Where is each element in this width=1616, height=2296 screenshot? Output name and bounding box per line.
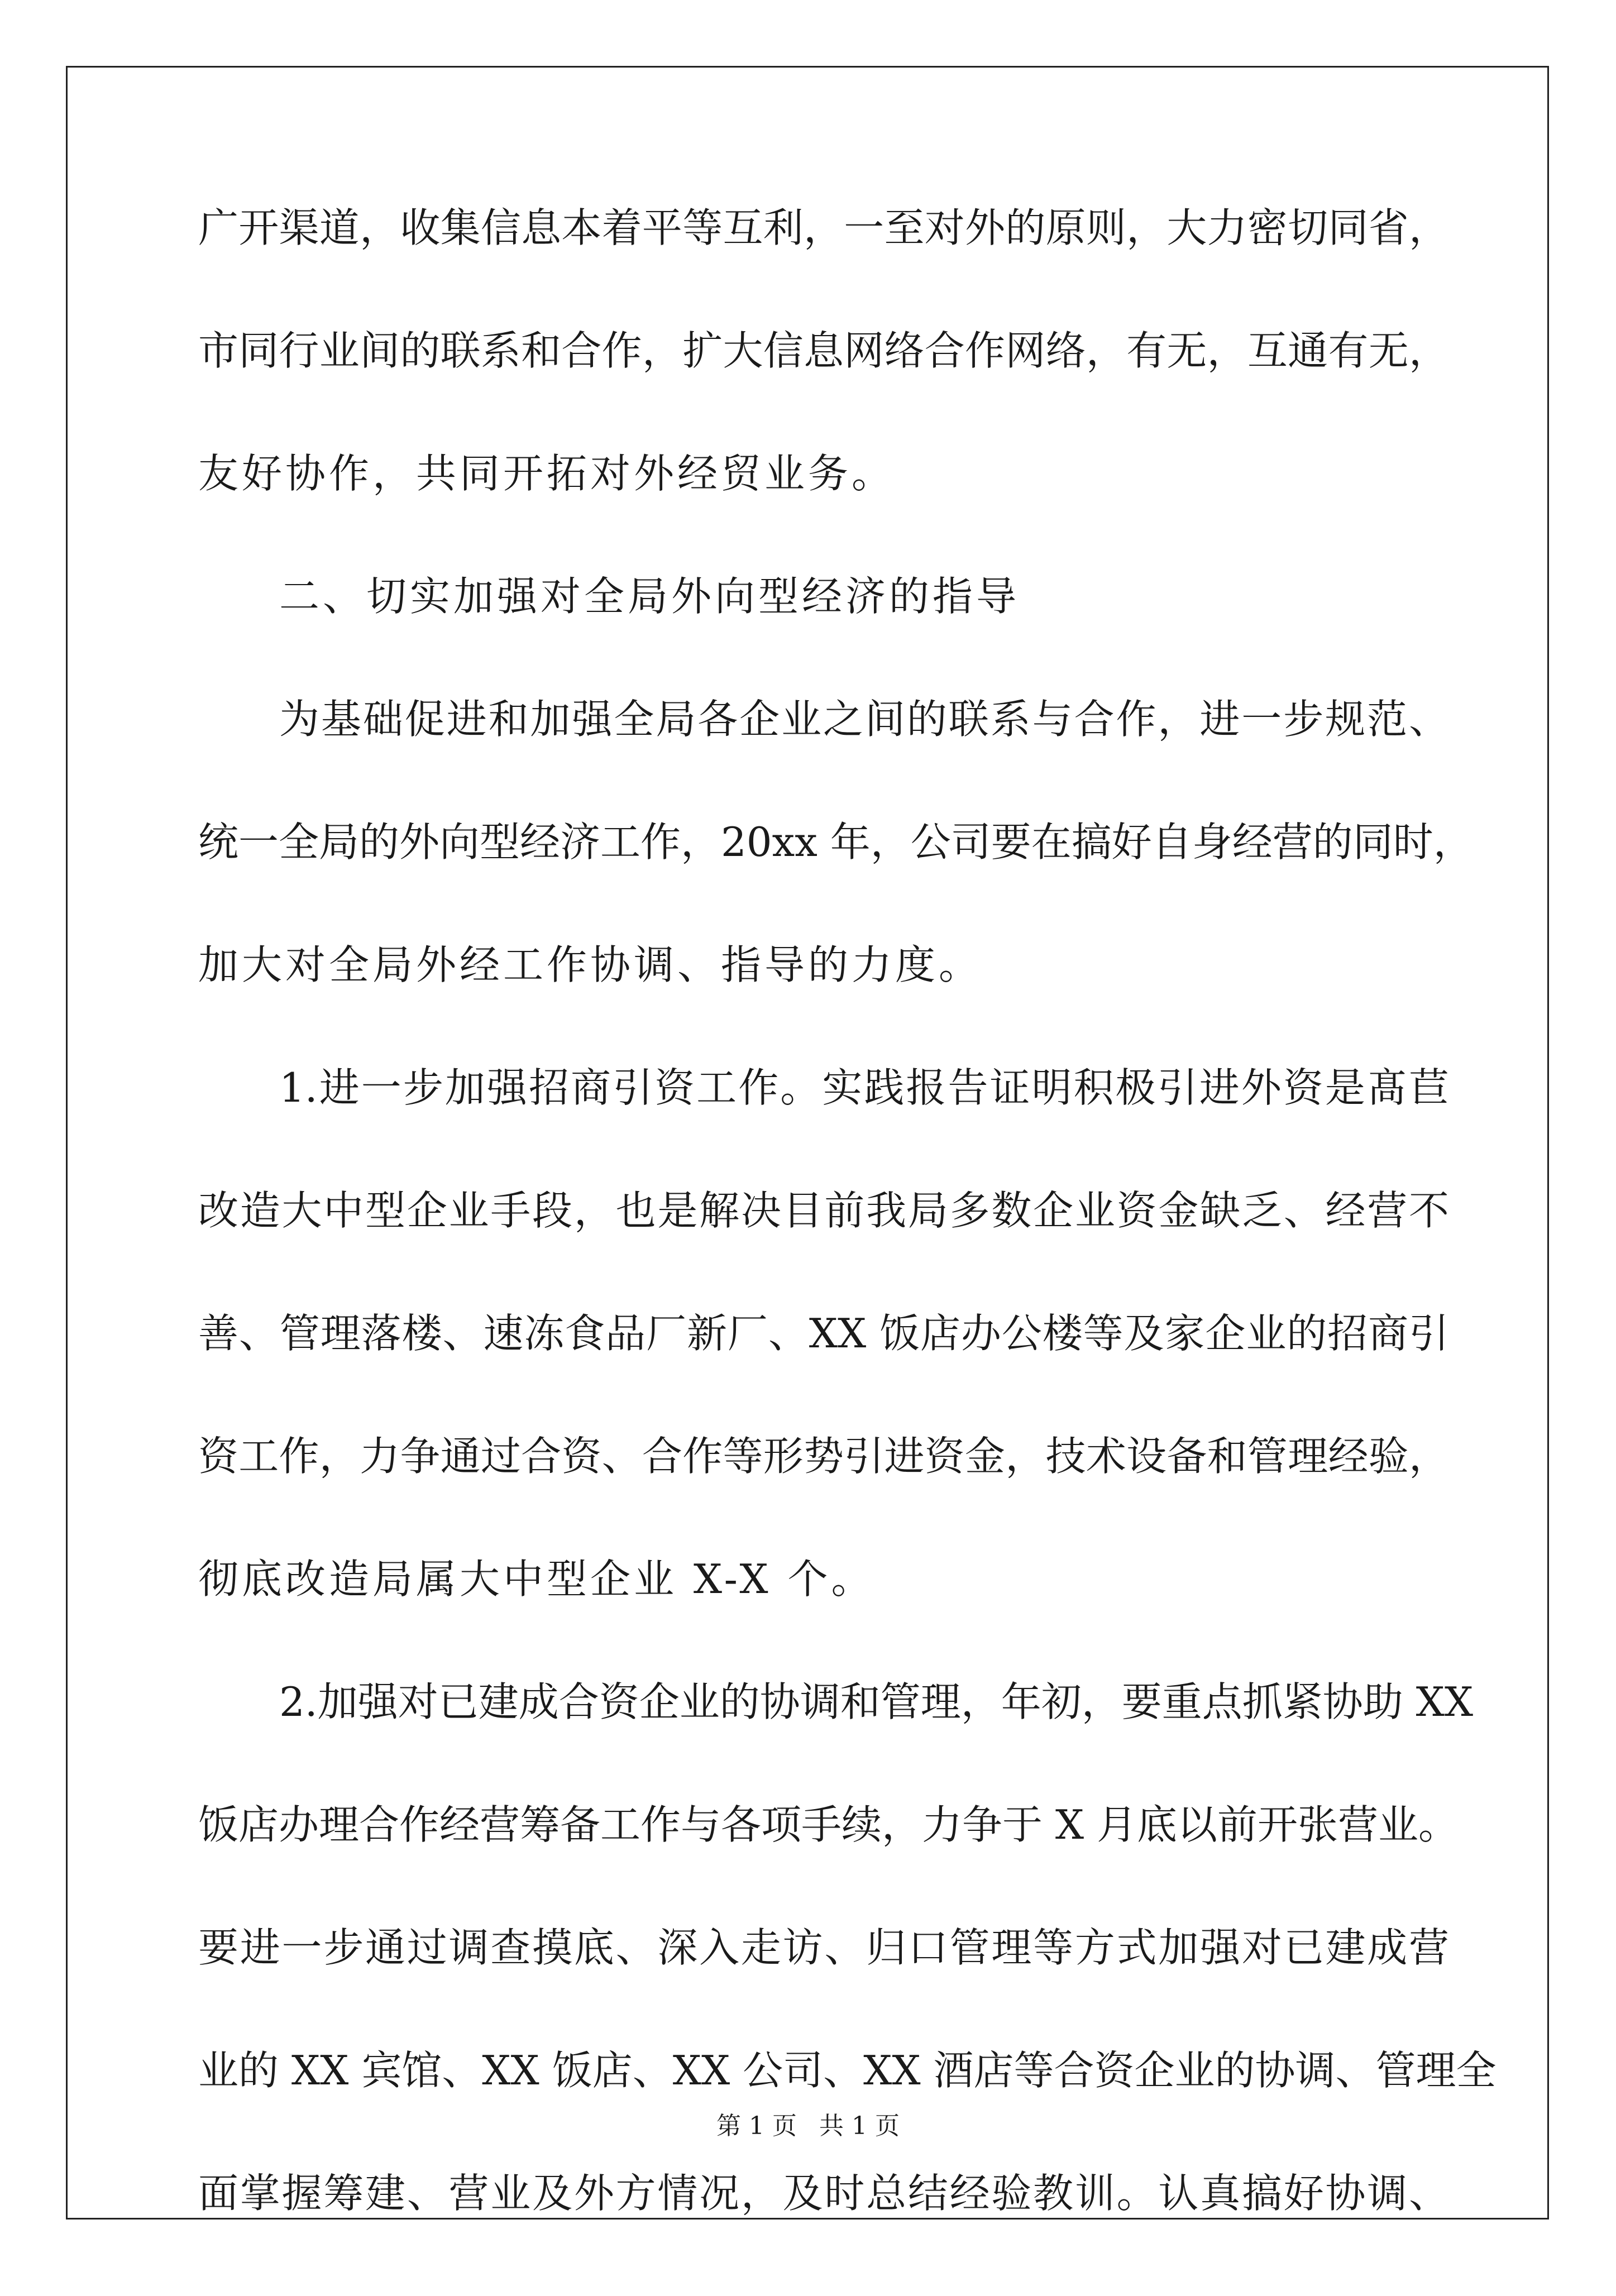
paragraph-line: 友好协作，共同开拓对外经贸业务。 (198, 450, 896, 497)
paragraph-line: 面掌握筹建、营业及外方情况，及时总结经验教训。认真搞好协调、 (198, 2170, 1449, 2217)
document-body (198, 204, 1497, 2296)
paragraph-line: 饭店办理合作经营筹备工作与各项手续，力争于 X 月底以前开张营业。 (198, 1801, 1459, 1848)
paragraph-line: 统一全局的外向型经济工作，20xx 年，公司要在搞好自身经营的同时， (198, 819, 1474, 865)
page-footer (0, 2114, 1616, 2139)
paragraph-line: 市同行业间的联系和合作，扩大信息网络合作网络，有无，互通有无， (198, 327, 1449, 374)
paragraph-line: 善、管理落楼、速冻食品厂新厂、XX 饭店办公楼等及家企业的招商引 (198, 1310, 1449, 1357)
paragraph-line: 广开渠道，收集信息本着平等互利，一至对外的原则，大力密切同省， (198, 204, 1449, 251)
paragraph-line: 业的 XX 宾馆、XX 饭店、XX 公司、XX 酒店等合资企业的协调、管理全 (198, 2047, 1497, 2094)
paragraph-line: 加大对全局外经工作协调、指导的力度。 (198, 941, 983, 988)
paragraph-line: 要进一步通过调查摸底、深入走访、归口管理等方式加强对已建成营 (198, 1924, 1449, 1971)
paragraph-line: 为基础促进和加强全局各企业之间的联系与合作，进一步规范、 (279, 696, 1449, 743)
page-number: 第 1 页 (716, 2112, 797, 2140)
paragraph-line: 2.加强对已建成合资企业的协调和管理，年初，要重点抓紧协助 XX (279, 1678, 1474, 1725)
paragraph-line: 资工作，力争通过合资、合作等形势引进资金，技术设备和管理经验， (198, 1433, 1449, 1480)
section-heading: 二、切实加强对全局外向型经济的指导 (279, 573, 1020, 620)
paragraph-line: 1.进一步加强招商引资工作。实践报告证明积极引进外资是髙苣 (279, 1064, 1449, 1111)
paragraph-line: 改造大中型企业手段，也是解决目前我局多数企业资金缺乏、经营不 (198, 1187, 1449, 1234)
paragraph-line: 彻底改造局属大中型企业 X-X 个。 (198, 1556, 875, 1603)
page-total: 共 1 页 (819, 2112, 900, 2140)
